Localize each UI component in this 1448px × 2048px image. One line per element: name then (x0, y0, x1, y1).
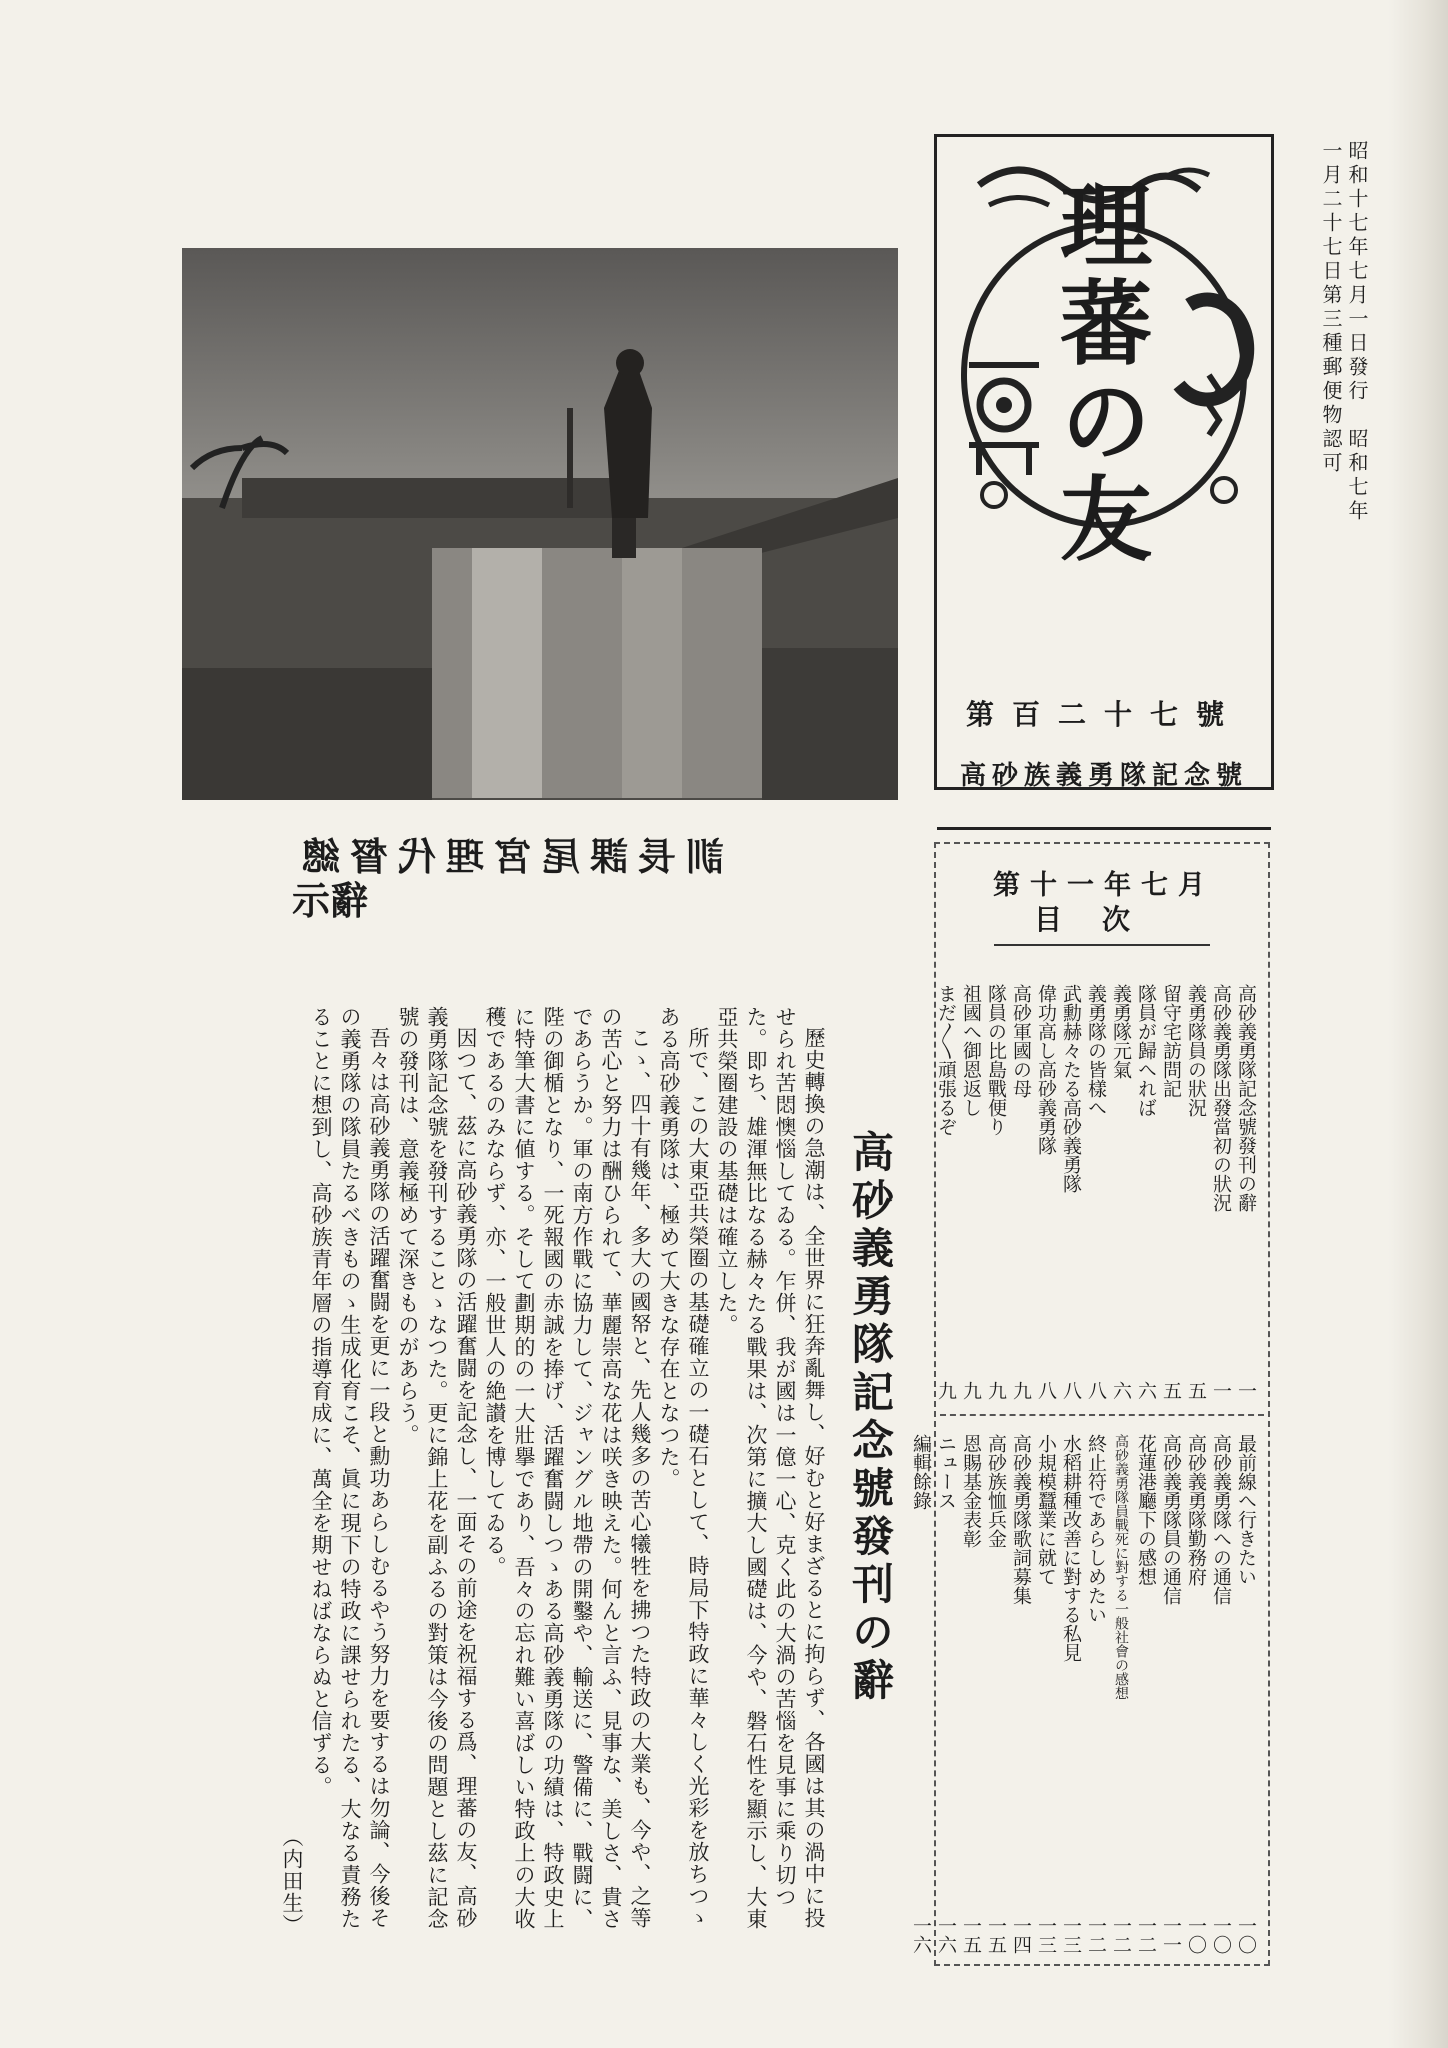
toc-item: 隊員の比島戰便り 九 (985, 984, 1007, 1400)
caption-line-1: 總督代理宮尾課長訓 (292, 834, 725, 879)
toc-item: 高砂軍國の母 九 (1010, 984, 1032, 1400)
masthead-divider (937, 827, 1271, 830)
toc-item: 高砂義勇隊員の通信 一一 (1160, 1434, 1182, 1954)
toc-heading-rule (994, 944, 1210, 946)
caption-line-2: 示辭 (292, 878, 369, 923)
toc-item: 終止符であらしめたい 一二 (1085, 1434, 1107, 1954)
toc-item: 高砂義勇隊勤務府 一〇 (1185, 1434, 1207, 1954)
article-paragraph: 所で、この大東亞共榮圈の基礎確立の一礎石として、時局下特政に華々しく光彩を放ちつゝある高砂義勇隊は、極めて大きな存在となつた。 (657, 1006, 710, 1929)
toc-item: まだ〳〵頑張るぞ 九 (935, 984, 957, 1400)
toc-item: 義勇隊の皆樣へ 八 (1085, 984, 1107, 1400)
issue-date: 第十一年七月 (993, 870, 1215, 901)
article-body (168, 1006, 828, 1936)
article-paragraph: 因つて、茲に高砂義勇隊の活躍奮闘を記念し、一面その前途を祝福する爲、理蕃の友、高砂義勇隊記念號を發刊することゝなつた。更に錦上花を副ふるの對策は今後の問題とし茲に記念號の發刊は、意義極めて深きものがあらう。 (396, 1006, 478, 1930)
issue-subtitle: 高砂族義勇隊記念號 (959, 761, 1248, 791)
toc-item: 留守宅訪問記 五 (1160, 984, 1182, 1400)
article-title: 高砂義勇隊記念號發刊の辭 (846, 1130, 895, 1706)
toc-item: 高砂義勇隊出發當初の狀況 一 (1210, 984, 1232, 1400)
masthead (934, 134, 1274, 901)
toc-heading: 目次 (1033, 903, 1170, 936)
toc-item: 高砂族恤兵金 一五 (985, 1434, 1007, 1954)
toc-item: 恩賜基金表彰 一五 (960, 1434, 982, 1954)
toc-item: 最前線へ行きたい 一〇 (1235, 1434, 1257, 1954)
toc-item: 義勇隊元氣 六 (1110, 984, 1132, 1400)
toc-item: 高砂義勇隊員戰死に對する一般社會の感想 一二 (1110, 1434, 1132, 1954)
toc-item: 隊員が歸へれば 六 (1135, 984, 1157, 1400)
toc-list-lower (908, 1434, 1258, 1954)
toc-item: 高砂義勇隊への通信 一〇 (1210, 1434, 1232, 1954)
toc-item: 偉功高し高砂義勇隊 八 (1035, 984, 1057, 1400)
page-binding-shadow (1388, 0, 1448, 2048)
issue-number: 第百二十七號 (965, 698, 1242, 731)
article-author: （内田生） (280, 1826, 304, 1936)
toc-item: 花蓮港廳下の感想 一二 (1135, 1434, 1157, 1954)
toc-item: 高砂義勇隊記念號發刊の辭 一 (1235, 984, 1257, 1400)
postal-permit: 昭和十七年七月一日發行 昭和七年一月二十七日第三種郵便物認可 (1319, 140, 1369, 524)
memorial-photo (182, 248, 898, 800)
toc-divider (940, 1414, 1264, 1416)
toc-item: ニュース 一六 (935, 1434, 957, 1954)
toc-item: 義勇隊員の狀況 五 (1185, 984, 1207, 1400)
caption-headline-2 (292, 870, 368, 925)
memorial-photo-image (182, 248, 898, 800)
article-paragraph: 歷史轉換の急潮は、全世界に狂奔亂舞し、好むと好まざるとに拘らず、各國は其の渦中に投せられ苦悶懊惱してゐる。乍併、我が國は一億一心、克く此の大渦の苦惱を見事に乘り切つた。即ち、雄渾無比なる赫々たる戰果は、次第に擴大し國礎は、今や、磐石性を顯示し、大東亞共榮圈建設の基礎は確立した。 (715, 1006, 826, 1930)
toc-item: 高砂義勇隊歌詞募集 一四 (1010, 1434, 1032, 1954)
toc-item: 武勳赫々たる高砂義勇隊 八 (1060, 984, 1082, 1400)
article-paragraph: こゝ、四十有幾年、多大の國帑と、先人幾多の苦心犧牲を拂つた特政の大業も、今や、之等の苦心と努力は酬ひられて、華麗崇高な花は咲き映えた。何んと言ふ、見事な、美しさ、貴さであらうか。軍の南方作戰に協力して、ジャングル地帶の開鑿や、輸送に、警備に、戰闘に、陛の御楯となり、一死報國の赤誠を捧げ、活躍奮闘しつゝある高砂義勇隊の功績は、特政史上に特筆大書に値する。そして劃期的の一大壯擧であり、吾々の忘れ難い喜ばしい特政上の大收穫であるのみならず、亦、一般世人の絶讃を博してゐる。 (483, 1006, 652, 1930)
toc-item: 水稻耕種改善に對する私見 一三 (1060, 1434, 1082, 1954)
toc-item: 祖國へ御恩返し 九 (960, 984, 982, 1400)
table-of-contents (910, 842, 1270, 1966)
toc-list-upper (933, 984, 1258, 1400)
article-paragraph: 吾々は高砂義勇隊の活躍奮闘を更に一段と勳功あらしむるやう努力を要するは勿論、今後その義勇隊の隊員たるべきものゝ生成化育こそ、眞に現下の特政に課せられたる、大なる責務たることに想到し、高砂族青年層の指導育成に、萬全を期せねばならぬと信ずる。 (309, 1006, 391, 1930)
toc-item: 編輯餘錄 一六 (910, 1434, 932, 1954)
toc-item: 小規模蠶業に就て 一三 (1035, 1434, 1057, 1954)
masthead-title: 理蕃の友 (1045, 177, 1153, 569)
